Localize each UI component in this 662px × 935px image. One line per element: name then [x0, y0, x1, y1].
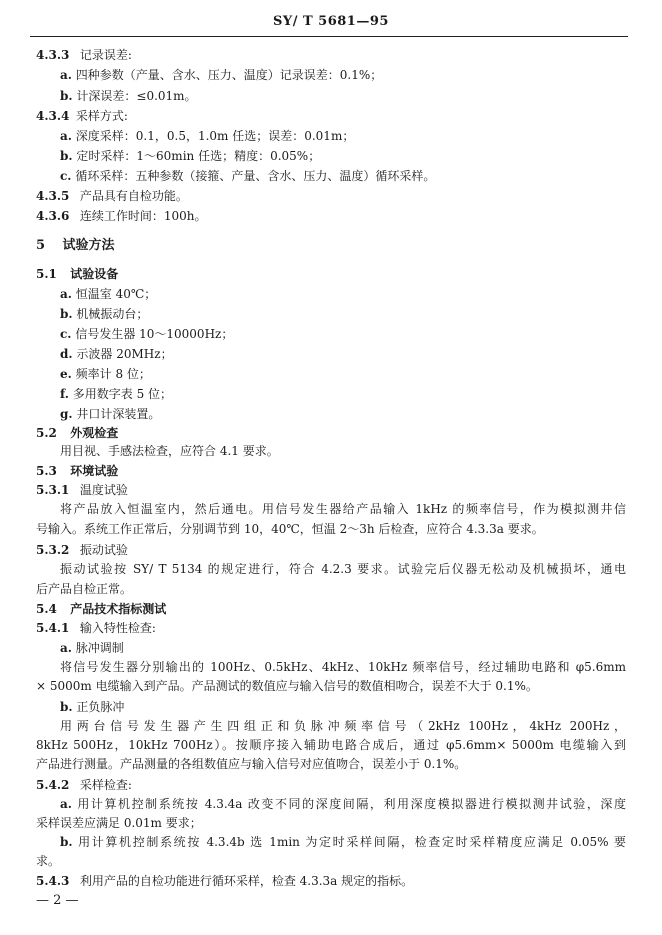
section-4-3-6: 4.3.6 连续工作时间：100h。: [36, 209, 207, 223]
section-title: 记录误差:: [79, 48, 132, 62]
section-4-3-3-heading: [36, 47, 132, 63]
section-title: 产品技术指标测试: [70, 602, 167, 616]
paragraph-line: b. 用计算机控制系统按 4.3.4b 选 1min 为定时采样间隔，检查定时采样精度应满足 0.05% 要: [60, 835, 626, 849]
paragraph-line: a. 用计算机控制系统按 4.3.4a 改变不同的深度间隔，利用深度模拟器进行模拟测井试验，深度: [60, 797, 626, 811]
section-5-2-heading: [36, 425, 118, 441]
section-5-3-heading: [36, 463, 118, 479]
paragraph-line: 求。: [36, 854, 61, 868]
paragraph-line: 将产品放入恒温室内，然后通电。用信号发生器给产品输入 1kHz 的频率信号，作为模拟测井信: [60, 502, 626, 516]
paragraph-line: 后产品自检正常。: [36, 582, 133, 596]
section-number: 5.4.3: [36, 874, 70, 888]
section-5-3-1-heading: [36, 482, 128, 498]
list-item: g. 井口计深装置。: [60, 407, 161, 421]
section-number: 5.4: [36, 602, 57, 616]
list-item: e. 频率计 8 位；: [60, 367, 151, 381]
section-title: 输入特性检查:: [79, 621, 156, 635]
paragraph: 用目视、手感法检查，应符合 4.1 要求。: [60, 444, 279, 458]
section-5-4-heading: [36, 601, 166, 617]
page-number: — 2 —: [36, 893, 79, 908]
paragraph-line: × 5000m 电缆输入到产品。产品测试的数值应与输入信号的数值相吻合，误差不大于 0.1%。: [36, 679, 538, 693]
section-number: 5.3.1: [36, 483, 70, 497]
section-5-4-2-heading: [36, 777, 132, 793]
section-5-4-1-heading: [36, 620, 156, 636]
paragraph-line: 将信号发生器分别输出的 100Hz、0.5kHz、4kHz、10kHz 频率信号，经过辅助电路和 φ5.6mm: [60, 660, 626, 674]
paragraph-line: 产品进行测量。产品测量的各组数值应与输入信号对应值吻合，误差小于 0.1%。: [36, 757, 467, 771]
list-item: b. 定时采样：1～60min 任选；精度：0.05%；: [60, 149, 321, 163]
paragraph-line: 用两台信号发生器产生四组正和负脉冲频率信号（2kHz 100Hz，4kHz 200Hz，: [60, 719, 626, 733]
paragraph-line: 采样误差应满足 0.01m 要求；: [36, 816, 202, 830]
section-5-1-heading: [36, 266, 118, 282]
section-title: 外观检查: [70, 426, 119, 440]
section-number: 5.2: [36, 426, 57, 440]
list-item: a. 四种参数（产量、含水、压力、温度）记录误差：0.1%；: [60, 68, 383, 82]
list-item: b. 机械振动台；: [60, 307, 149, 321]
list-item: f. 多用数字表 5 位；: [60, 387, 173, 401]
list-item-heading: b. 正负脉冲: [60, 700, 125, 714]
section-title: 试验方法: [62, 238, 115, 253]
header-rule: [30, 36, 628, 37]
section-number: 4.3.5: [36, 189, 70, 203]
header-title: SY/ T 5681—95: [273, 14, 389, 29]
section-number: 5.3: [36, 464, 57, 478]
chapter-5-heading: [36, 238, 115, 254]
section-title: 温度试验: [79, 483, 128, 497]
section-number: 5.4.1: [36, 621, 70, 635]
section-5-3-2-heading: [36, 542, 128, 558]
section-title: 环境试验: [70, 464, 119, 478]
section-number: 4.3.6: [36, 209, 70, 223]
list-item: a. 恒温室 40℃；: [60, 287, 157, 301]
list-item: c. 循环采样：五种参数（接箍、产量、含水、压力、温度）循环采样。: [60, 169, 436, 183]
section-number: 5.3.2: [36, 543, 70, 557]
section-number: 5.1: [36, 267, 57, 281]
list-item: a. 深度采样：0.1，0.5，1.0m 任选；误差：0.01m；: [60, 129, 355, 143]
section-4-3-5: 4.3.5 产品具有自检功能。: [36, 189, 188, 203]
section-title: 试验设备: [70, 267, 119, 281]
list-item-heading: a. 脉冲调制: [60, 641, 124, 655]
paragraph-line: 振动试验按 SY/ T 5134 的规定进行，符合 4.2.3 要求。试验完后仪器无松动及机械损坏，通电: [60, 562, 626, 576]
section-title: 振动试验: [79, 543, 128, 557]
list-item: c. 信号发生器 10～10000Hz；: [60, 327, 234, 341]
section-number: 5: [36, 238, 46, 253]
paragraph-line: 号输入。系统工作正常后，分别调节到 10，40℃，恒温 2～3h 后检查，应符合 4.3.3a 要求。: [36, 522, 544, 536]
section-number: 4.3.4: [36, 109, 70, 123]
section-title: 采样检查:: [79, 778, 132, 792]
paragraph-line: 8kHz 500Hz，10kHz 700Hz）。按顺序接入辅助电路合成后，通过 φ5.6mm× 5000m 电缆输入到: [36, 738, 626, 752]
section-number: 5.4.2: [36, 778, 70, 792]
list-item: b. 计深误差：≤0.01m。: [60, 89, 197, 103]
list-item: d. 示波器 20MHz；: [60, 347, 173, 361]
section-5-4-3: 5.4.3 利用产品的自检功能进行循环采样，检查 4.3.3a 规定的指标。: [36, 874, 414, 888]
section-number: 4.3.3: [36, 48, 70, 62]
section-title: 采样方式:: [75, 109, 128, 123]
section-4-3-4-heading: [36, 108, 128, 124]
